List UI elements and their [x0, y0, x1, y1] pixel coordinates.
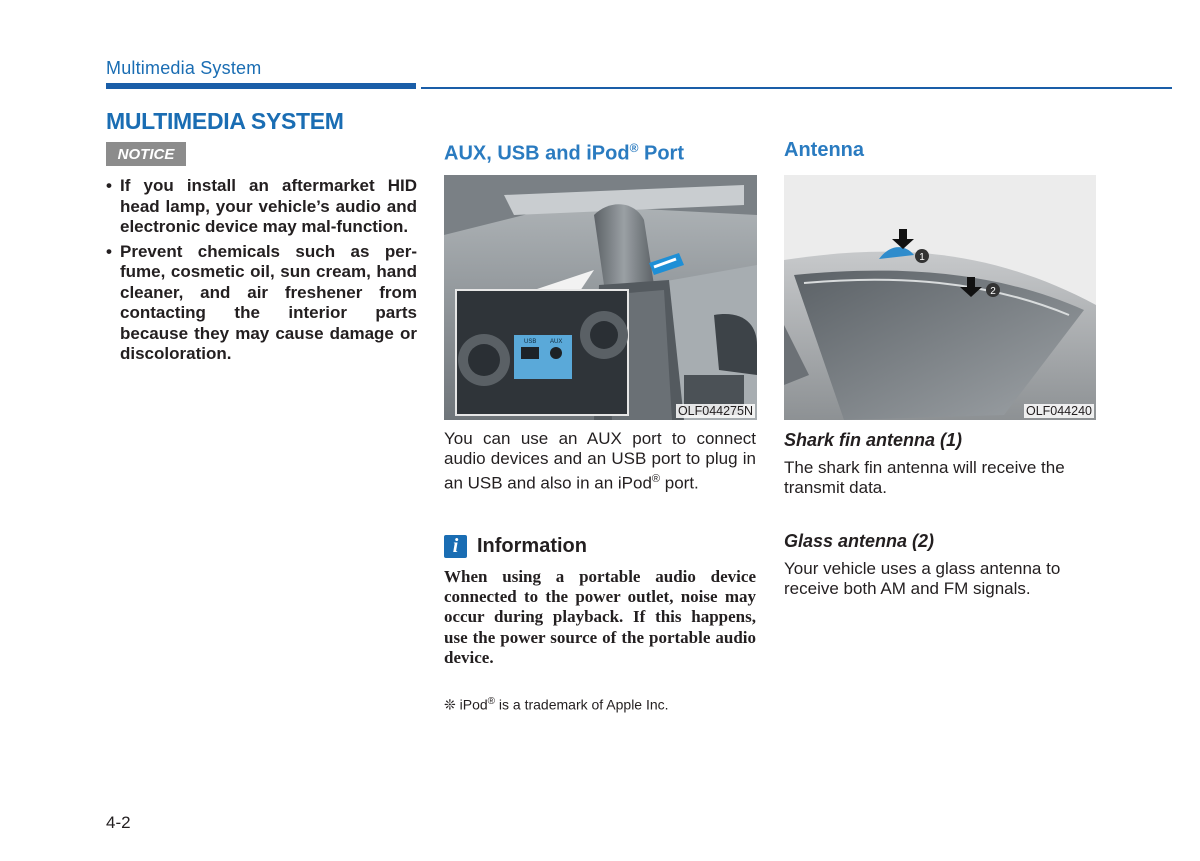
shark-fin-text: The shark fin antenna will receive the transmit data. [784, 458, 1065, 497]
glass-antenna-text: Your vehicle uses a glass antenna to receive both AM and FM signals. [784, 559, 1061, 598]
figure-code: OLF044275N [677, 404, 753, 418]
information-text: When using a portable audio device connected to the power outlet, noise may occur during playback. If this happens, use the power source of the portable audio device. [444, 567, 756, 667]
notice-list [106, 176, 417, 369]
callout-1: 1 [919, 252, 925, 263]
notice-item: • Prevent chemicals such as per-fume, cosmetic oil, sun cream, hand cleaner, and air freshener from contacting the interior parts because they may cause damage or discoloration. [106, 242, 417, 365]
trademark-prefix: ❊ iPod [444, 696, 488, 713]
header-rule-thick [106, 83, 416, 89]
gear-shifter-illustration [444, 175, 757, 420]
aux-port-figure [444, 175, 757, 420]
information-header [444, 535, 587, 558]
antenna-figure [784, 175, 1096, 420]
aux-heading-tail: Port [638, 142, 684, 165]
aux-heading-text: AUX, USB and iPod [444, 142, 630, 165]
trademark-note [444, 696, 669, 714]
registered-mark: ® [629, 141, 639, 155]
car-roof-illustration [784, 175, 1096, 420]
figure-code: OLF044240 [1025, 404, 1092, 418]
shark-fin-heading: Shark fin antenna (1) [784, 430, 963, 450]
aux-port-label: AUX [550, 339, 563, 345]
aux-description [444, 429, 756, 494]
registered-mark: ® [487, 696, 496, 707]
antenna-heading: Antenna [784, 139, 864, 161]
aux-description-tail: port. [660, 473, 699, 493]
trademark-tail: is a trademark of Apple Inc. [495, 696, 669, 713]
notice-item: • If you install an aftermarket HID head lamp, your vehicle’s audio and electronic device may mal-function. [106, 176, 417, 238]
header-rule-thin [421, 87, 1172, 89]
glass-antenna-heading: Glass antenna (2) [784, 531, 935, 551]
information-icon: i [444, 535, 467, 558]
page-number: 4-2 [106, 813, 131, 832]
aux-heading [444, 141, 684, 166]
section-label: Multimedia System [106, 58, 262, 78]
usb-port-label: USB [524, 339, 537, 345]
information-title: Information [477, 535, 587, 557]
page-title: MULTIMEDIA SYSTEM [106, 108, 344, 134]
registered-mark: ® [651, 473, 661, 485]
aux-description-text: You can use an AUX port to connect audio devices and an USB port to plug in an USB and also in an iPod [444, 429, 756, 493]
notice-badge: NOTICE [106, 142, 186, 166]
callout-2: 2 [990, 286, 996, 297]
